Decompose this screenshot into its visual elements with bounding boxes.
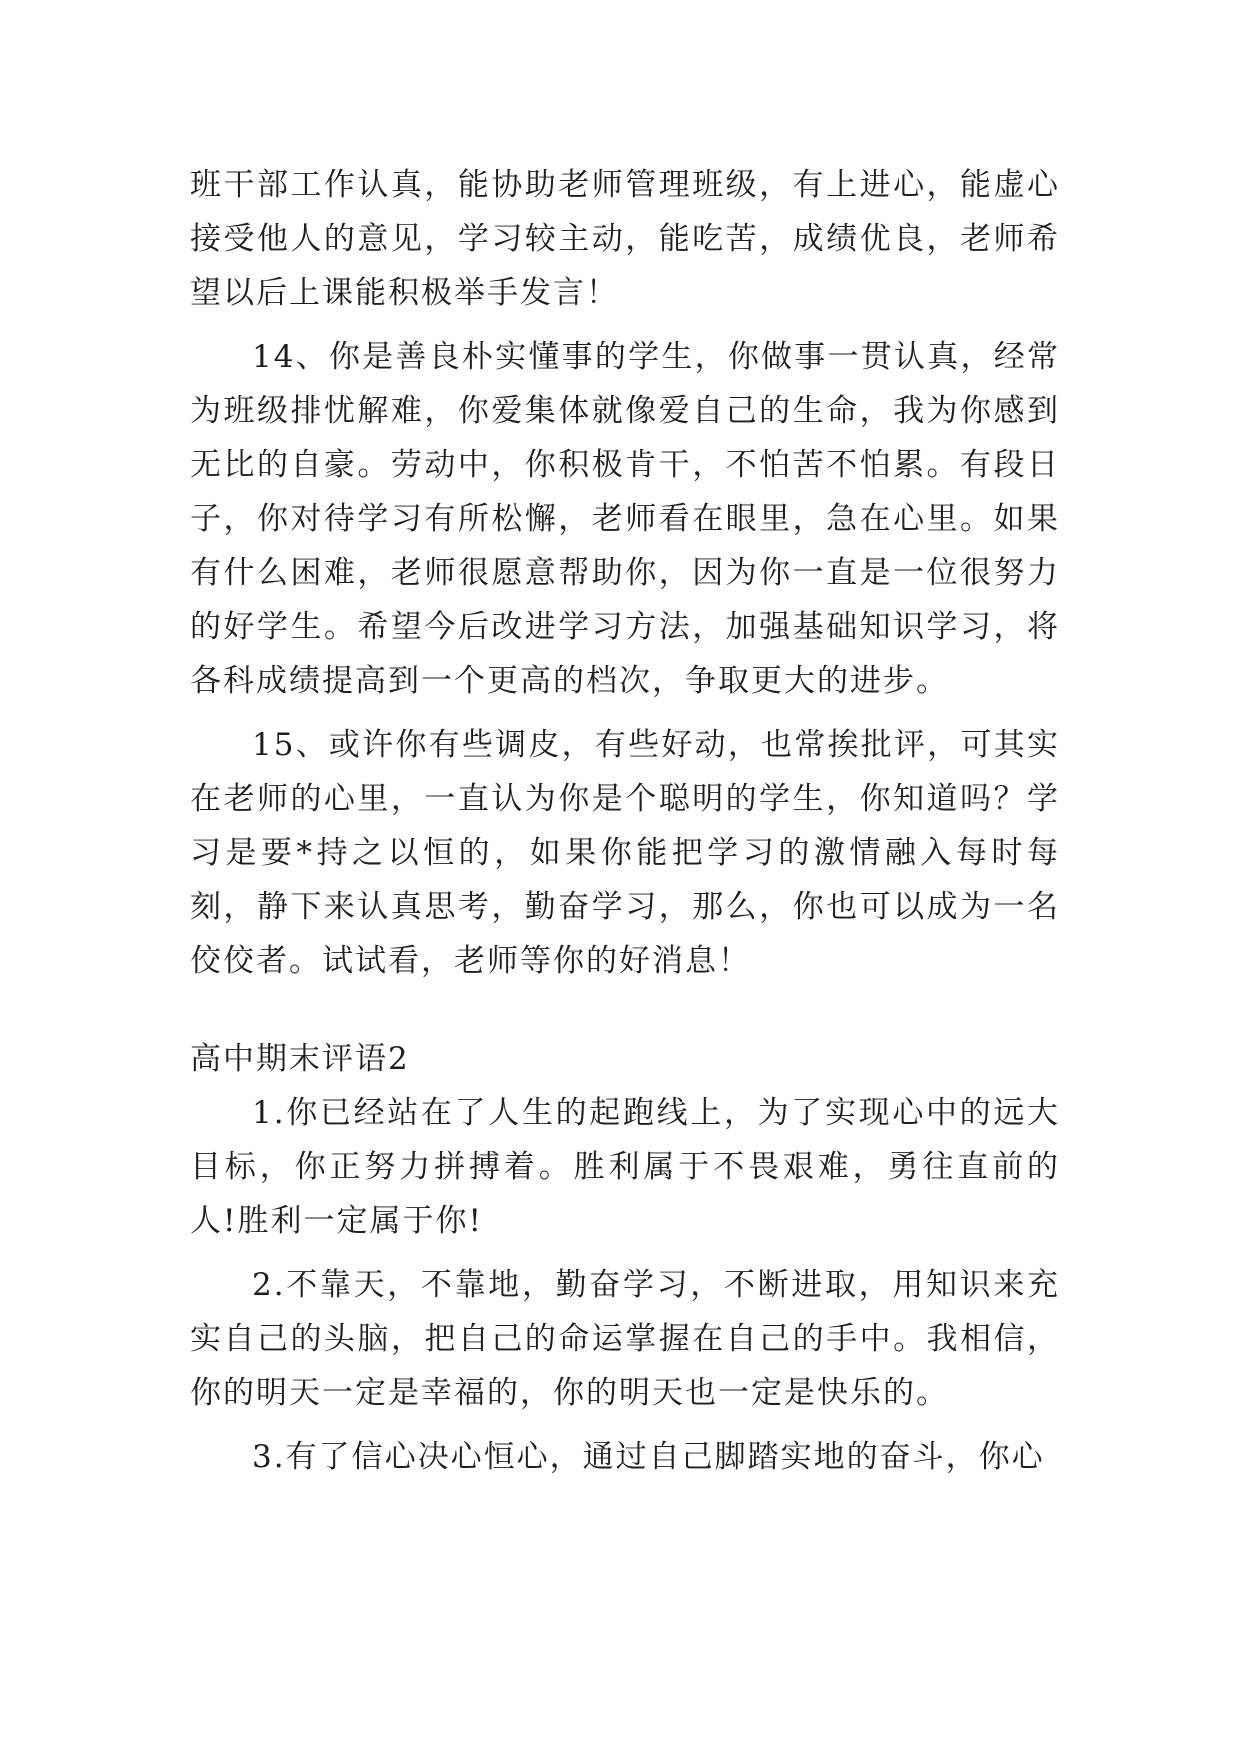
comment-item-14: 14、你是善良朴实懂事的学生，你做事一贯认真，经常为班级排忧解难，你爱集体就像爱自己的生命，我为你感到无比的自豪。劳动中，你积极肯干，不怕苦不怕累。有段日子，你对待学习有所松懈，老师看在眼里，急在心里。如果有什么困难，老师很愿意帮助你，因为你一直是一位很努力的好学生。希望今后改进学习方法，加强基础知识学习，将各科成绩提高到一个更高的档次，争取更大的进步。 — [190, 339, 1060, 699]
comment-item-3: 3.有了信心决心恒心，通过自己脚踏实地的奋斗，你心 — [252, 1439, 1045, 1475]
section-heading: 高中期末评语2 — [190, 1041, 410, 1077]
comment-item-15: 15、或许你有些调皮，有些好动，也常挨批评，可其实在老师的心里，一直认为你是个聪明的学生，你知道吗？学习是要*持之以恒的，如果你能把学习的激情融入每时每刻，静下来认真思考，勤奋学习，那么，你也可以成为一名佼佼者。试试看，老师等你的好消息！ — [190, 727, 1060, 979]
document-body — [190, 158, 1060, 1484]
paragraph-continuation: 班干部工作认真，能协助老师管理班级，有上进心，能虚心接受他人的意见，学习较主动，能吃苦，成绩优良，老师希望以后上课能积极举手发言！ — [190, 167, 1060, 311]
comment-item-2: 2.不靠天，不靠地，勤奋学习，不断进取，用知识来充实自己的头脑，把自己的命运掌握在自己的手中。我相信，你的明天一定是幸福的，你的明天也一定是快乐的。 — [190, 1267, 1060, 1411]
comment-item-1: 1.你已经站在了人生的起跑线上，为了实现心中的远大目标，你正努力拼搏着。胜利属于不畏艰难，勇往直前的人!胜利一定属于你! — [190, 1095, 1060, 1239]
